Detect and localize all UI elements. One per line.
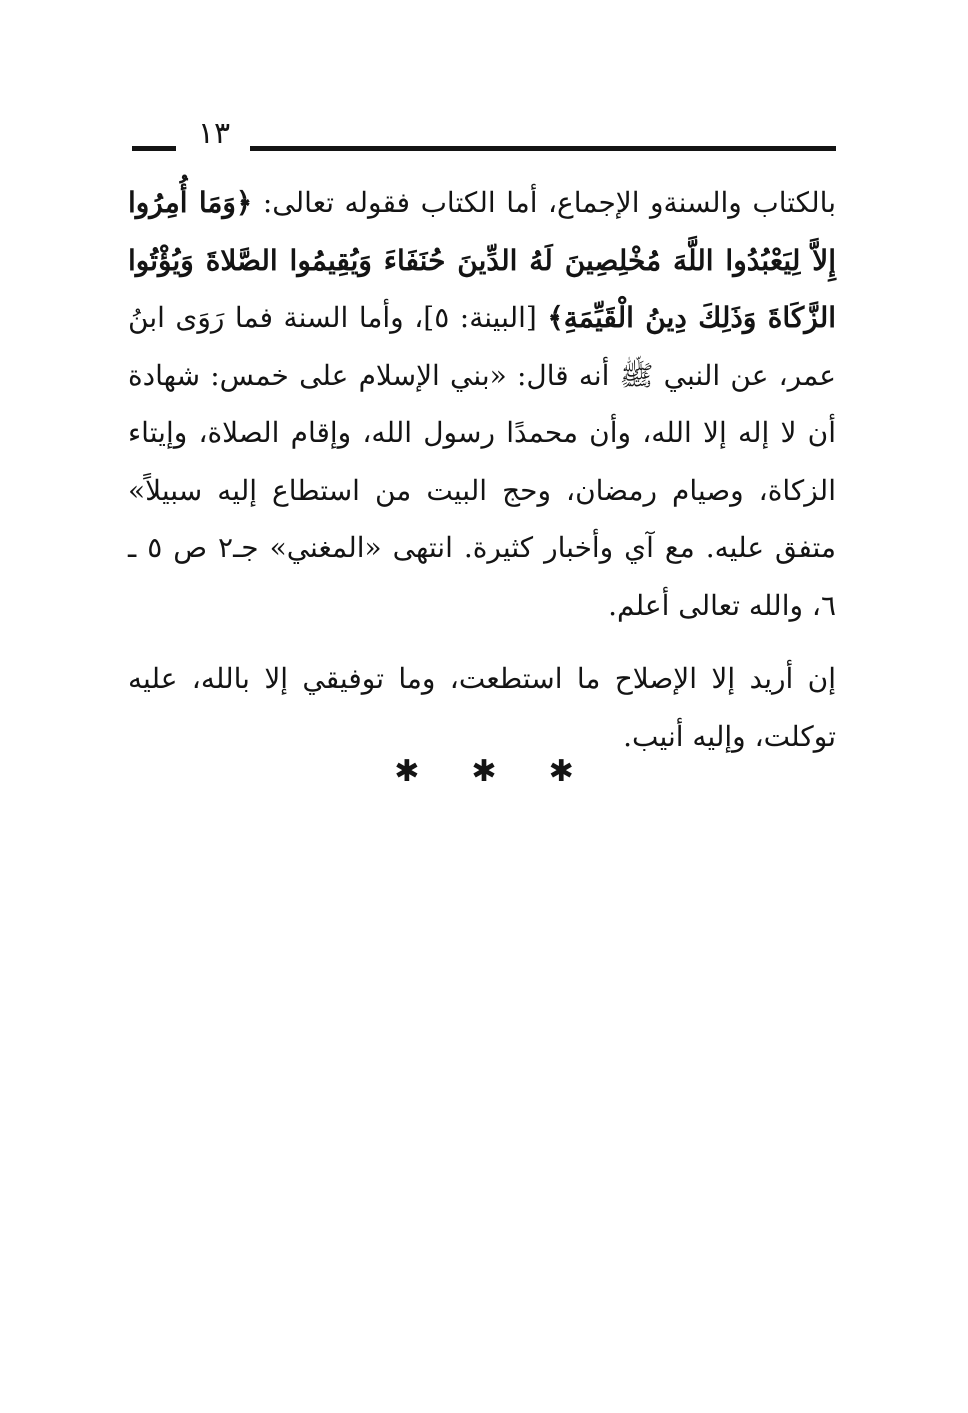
section-separator <box>0 752 968 792</box>
separator-star-icon: ✱ <box>471 754 523 789</box>
paragraph-1-rest: [البينة: ٥]، وأما السنة فما رَوَى ابنُ عمر، عن النبي ﷺ أنه قال: «بني الإسلام على خمس: شهادة أن لا إله إلا الله، وأن محمدًا رسول الله، وإقام الصلاة، وإيتاء الزكاة، وصيام رمضان، وحج البيت من استطاع إليه سبيلاً» متفق عليه. مع آي وأخبار كثيرة. انتهى «المغني» جـ٢ ص ٥ ـ ٦، والله تعالى أعلم. <box>128 301 836 622</box>
running-header <box>132 112 836 160</box>
body-text <box>128 174 836 765</box>
page-number: ١٣ <box>197 116 231 151</box>
paragraph-1 <box>128 174 836 634</box>
paragraph-2: إن أريد إلا الإصلاح ما استطعت، وما توفيقي إلا بالله، عليه توكلت، وإليه أنيب. <box>128 662 836 753</box>
separator-star-icon: ✱ <box>394 754 446 789</box>
header-rule-right <box>250 146 836 151</box>
header-rule-left <box>132 146 176 151</box>
quran-verse: ﴿وَمَا أُمِرُوا إِلاَّ لِيَعْبُدُوا اللَّهَ مُخْلِصِينَ لَهُ الدِّينَ حُنَفَاءَ وَيُقِيمُوا الصَّلاةَ وَيُؤْتُوا الزَّكَاةَ وَذَلِكَ دِينُ الْقَيِّمَةِ﴾ <box>128 186 837 334</box>
separator-star-icon: ✱ <box>548 754 600 789</box>
paragraph-1-intro: بالكتاب والسنةو الإجماع، أما الكتاب فقوله تعالى: <box>252 186 836 219</box>
